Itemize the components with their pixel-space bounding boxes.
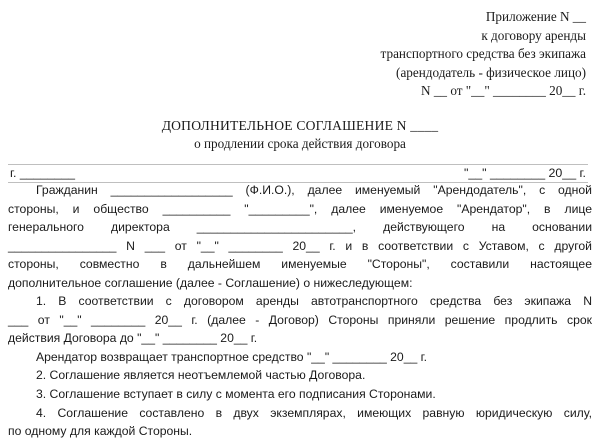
annex-line-4: (арендодатель - физическое лицо): [396, 64, 586, 80]
preamble-line: стороны, совместно в дальнейшем именуемые "Стороны", составили настоящее: [8, 257, 592, 272]
preamble-paragraph: [8, 181, 592, 293]
item-3: 3. Соглашение вступает в силу с момента его подписания Сторонами.: [36, 386, 436, 401]
item-4-line: 4. Соглашение составлено в двух экземплярах, имеющих равную юридическую силу,: [36, 405, 592, 420]
annex-header: [381, 8, 586, 101]
agreement-items: [8, 292, 592, 441]
annex-line-5: N __ от "__" ________ 20__ г.: [421, 83, 586, 98]
preamble-line: стороны, и общество __________ "_________", далее именуемое "Арендатор", в лице: [8, 201, 592, 216]
preamble-line: генерального директора _______________________, действующего на основании: [8, 220, 592, 235]
date-field: "__" ________ 20__ г.: [463, 166, 586, 180]
annex-line-3: транспортного средства без экипажа: [380, 46, 586, 61]
annex-line-1: Приложение N __: [485, 9, 586, 24]
return-clause: Арендатор возвращает транспортное средство "__" ________ 20__ г.: [36, 349, 427, 364]
item-4-line: по одному для каждой Стороны.: [8, 424, 193, 439]
preamble-line: Гражданин __________________ (Ф.И.О.), далее именуемый "Арендодатель", с одной: [36, 183, 592, 197]
item-2: 2. Соглашение является неотъемлемой частью Договора.: [36, 368, 366, 383]
item-1-line: 1. В соответствии с договором аренды автотранспортного средства без экипажа N: [36, 294, 592, 308]
document-title: ДОПОЛНИТЕЛЬНОЕ СОГЛАШЕНИЕ N ____: [161, 118, 439, 133]
preamble-line: ________________ N ___ от "__" ________ 20__ г. и в соответствии с Уставом, с другой: [8, 238, 592, 253]
document-subtitle: о продлении срока действия договора: [194, 136, 406, 151]
item-1-line: ___ от "__" ________ 20__ г. (далее - Договор) Стороны приняли решение продлить срок: [8, 312, 592, 327]
preamble-line: дополнительное соглашение (далее - Соглашение) о нижеследующем:: [8, 275, 413, 290]
item-1-line: действия Договора до "__" ________ 20__ г.: [8, 331, 258, 346]
place-field: г. ________: [10, 166, 76, 180]
annex-line-2: к договору аренды: [481, 27, 586, 43]
